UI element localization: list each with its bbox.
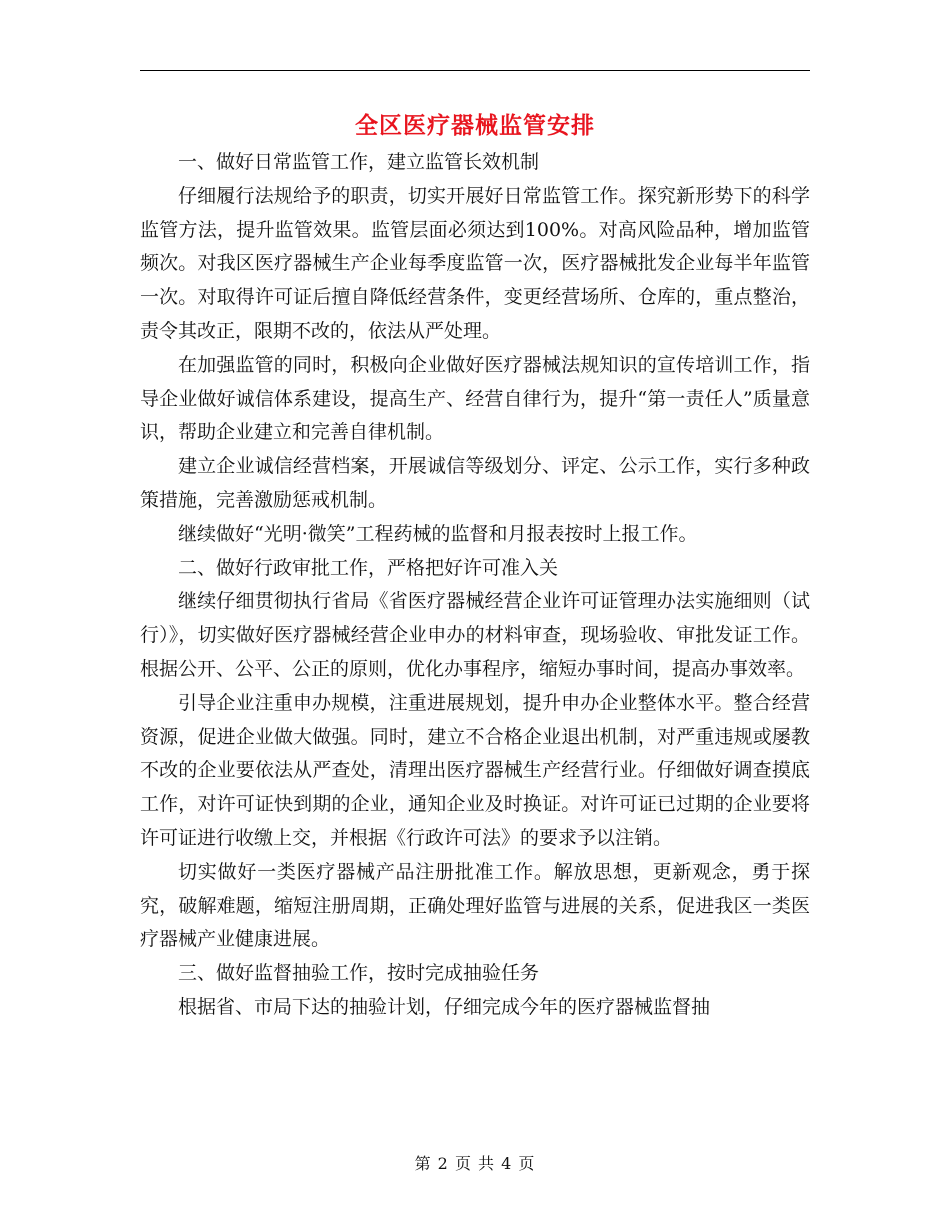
body-paragraph: 仔细履行法规给予的职责，切实开展好日常监管工作。探究新形势下的科学监管方法，提升监管效果。监管层面必须达到100%。对高风险品种，增加监管频次。对我区医疗器械生产企业每季度监管一次，医疗器械批发企业每半年监管一次。对取得许可证后擅自降低经营条件，变更经营场所、仓库的，重点整治，责令其改正，限期不改的，依法从严处理。 xyxy=(140,184,810,342)
body-paragraph: 继续仔细贯彻执行省局《省医疗器械经营企业许可证管理办法实施细则（试行）》，切实做好医疗器械经营企业申办的材料审查，现场验收、审批发证工作。根据公开、公平、公正的原则，优化办事程序，缩短办事时间，提高办事效率。 xyxy=(140,590,810,680)
body-paragraph: 根据省、市局下达的抽验计划，仔细完成今年的医疗器械监督抽 xyxy=(178,995,711,1018)
section-heading-1: 一、做好日常监管工作，建立监管长效机制 xyxy=(178,151,540,173)
document-title: 全区医疗器械监管安排 xyxy=(355,112,595,139)
body-paragraph: 切实做好一类医疗器械产品注册批准工作。解放思想，更新观念，勇于探究，破解难题，缩短注册周期，正确处理好监管与进展的关系，促进我区一类医疗器械产业健康进展。 xyxy=(140,860,810,951)
body-paragraph: 引导企业注重申办规模，注重进展规划，提升申办企业整体水平。整合经营资源，促进企业做大做强。同时，建立不合格企业退出机制，对严重违规或屡教不改的企业要依法从严查处，清理出医疗器械生产经营行业。仔细做好调查摸底工作，对许可证快到期的企业，通知企业及时换证。对许可证已过期的企业要将许可证进行收缴上交，并根据《行政许可法》的要求予以注销。 xyxy=(140,691,810,849)
body-paragraph: 继续做好“光明·微笑”工程药械的监督和月报表按时上报工作。 xyxy=(178,522,698,545)
header-rule xyxy=(140,70,810,71)
body-paragraph: 建立企业诚信经营档案，开展诚信等级划分、评定、公示工作，实行多种政策措施，完善激励惩戒机制。 xyxy=(140,455,810,511)
section-heading-2: 二、做好行政审批工作，严格把好许可准入关 xyxy=(178,556,559,579)
document-body xyxy=(140,146,810,1025)
body-paragraph: 在加强监管的同时，积极向企业做好医疗器械法规知识的宣传培训工作，指导企业做好诚信体系建设，提高生产、经营自律行为，提升“第一责任人”质量意识，帮助企业建立和完善自律机制。 xyxy=(140,353,810,444)
page-number-footer: 第 2 页 共 4 页 xyxy=(414,1154,536,1173)
section-heading-3: 三、做好监督抽验工作，按时完成抽验任务 xyxy=(178,962,540,985)
